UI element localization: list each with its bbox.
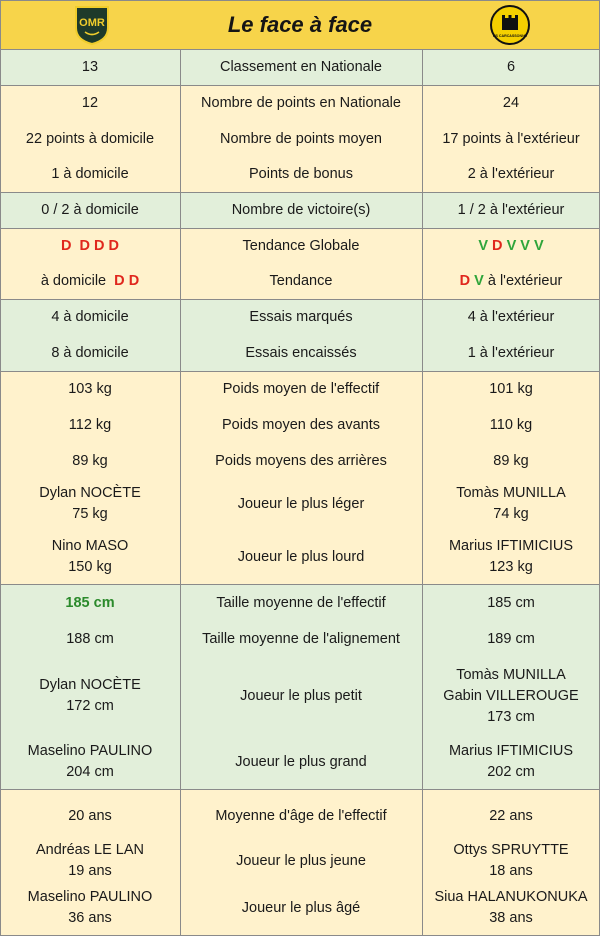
player-value: 202 cm bbox=[487, 764, 535, 780]
label-poids-avants: Poids moyen des avants bbox=[222, 416, 380, 433]
player-value: 18 ans bbox=[489, 863, 533, 879]
player-name: Marius IFTIMICIUS bbox=[448, 538, 574, 554]
right-tendance bbox=[423, 264, 599, 299]
label-plus-grand: Joueur le plus grand bbox=[235, 753, 367, 770]
left-plus-grand bbox=[1, 738, 179, 786]
form-result: D bbox=[114, 273, 125, 289]
left-points: 12 bbox=[81, 95, 99, 111]
player-name: Marius IFTIMICIUS bbox=[448, 743, 574, 759]
form-result: D bbox=[60, 238, 72, 254]
form-result: D bbox=[94, 238, 105, 254]
label-age-moyen: Moyenne d'âge de l'effectif bbox=[215, 807, 387, 824]
left-taille-effectif: 185 cm bbox=[65, 595, 115, 611]
form-result: D bbox=[459, 273, 471, 289]
player-value: 19 ans bbox=[68, 863, 112, 879]
form-result: V bbox=[520, 238, 530, 254]
right-plus-petit bbox=[423, 661, 599, 731]
player-value: 150 kg bbox=[68, 559, 112, 575]
left-plus-age bbox=[1, 884, 179, 932]
player-name: Siua HALANUKONUKA bbox=[434, 889, 588, 905]
left-poids-effectif: 103 kg bbox=[68, 381, 112, 397]
right-poids-effectif: 101 kg bbox=[489, 381, 533, 397]
player-name: Dylan NOCÈTE bbox=[39, 485, 141, 501]
left-taille-alignement: 188 cm bbox=[66, 631, 114, 647]
page-title: Le face à face bbox=[227, 12, 373, 37]
left-age-moyen: 20 ans bbox=[68, 807, 112, 824]
form-result: V bbox=[478, 238, 489, 254]
form-result: D bbox=[108, 238, 120, 254]
left-essais-marques: 4 à domicile bbox=[51, 309, 129, 325]
form-result: V bbox=[506, 238, 517, 254]
label-tendance: Tendance bbox=[269, 273, 333, 289]
player-name: Maselino PAULINO bbox=[27, 889, 153, 905]
label-essais-encaisses: Essais encaissés bbox=[245, 344, 357, 361]
player-value: 173 cm bbox=[487, 708, 535, 725]
player-name: Dylan NOCÈTE bbox=[39, 677, 141, 693]
left-poids-arrieres: 89 kg bbox=[72, 452, 108, 469]
left-tendance bbox=[1, 264, 179, 299]
form-result: D bbox=[128, 273, 140, 289]
form-result: V bbox=[533, 238, 544, 254]
label-plus-age: Joueur le plus âgé bbox=[241, 899, 361, 916]
left-classement: 13 bbox=[81, 59, 99, 75]
label-victoires: Nombre de victoire(s) bbox=[231, 202, 371, 218]
left-victoires: 0 / 2 à domicile bbox=[41, 202, 139, 218]
right-plus-leger bbox=[423, 479, 599, 529]
right-poids-arrieres: 89 kg bbox=[493, 452, 529, 469]
right-classement: 6 bbox=[506, 59, 516, 75]
label-plus-petit: Joueur le plus petit bbox=[240, 687, 362, 704]
right-age-moyen: 22 ans bbox=[489, 807, 533, 824]
label-plus-leger: Joueur le plus léger bbox=[237, 495, 365, 512]
form-result: V bbox=[474, 273, 484, 289]
label-taille-effectif: Taille moyenne de l'effectif bbox=[216, 595, 386, 611]
tendance-away-label: à l'extérieur bbox=[487, 273, 563, 289]
player-value: 74 kg bbox=[493, 506, 529, 522]
tendance-home-label: à domicile bbox=[40, 273, 107, 289]
label-classement: Classement en Nationale bbox=[219, 59, 382, 75]
right-plus-grand bbox=[423, 738, 599, 786]
left-plus-petit bbox=[1, 661, 179, 731]
player-name: Gabin VILLEROUGE bbox=[443, 687, 579, 704]
left-poids-avants: 112 kg bbox=[68, 416, 112, 433]
left-bonus: 1 à domicile bbox=[51, 166, 129, 182]
label-tendance-globale: Tendance Globale bbox=[242, 238, 360, 254]
player-value: 123 kg bbox=[489, 559, 533, 575]
form-result: D bbox=[79, 238, 90, 254]
right-tendance-globale bbox=[423, 229, 599, 264]
player-name: Nino MASO bbox=[51, 538, 129, 554]
right-bonus: 2 à l'extérieur bbox=[467, 166, 555, 182]
right-plus-age bbox=[423, 884, 599, 932]
player-value: 36 ans bbox=[68, 910, 112, 926]
left-tendance-globale bbox=[1, 229, 179, 264]
left-points-moyen: 22 points à domicile bbox=[25, 130, 155, 147]
label-plus-lourd: Joueur le plus lourd bbox=[237, 548, 365, 565]
us-carcassonne-logo-text: US CARCASSONNE bbox=[492, 34, 528, 38]
player-name: Ottys SPRUYTTE bbox=[453, 842, 569, 858]
right-plus-lourd bbox=[423, 531, 599, 583]
player-value: 75 kg bbox=[72, 506, 108, 522]
right-points-moyen: 17 points à l'extérieur bbox=[442, 130, 580, 147]
label-poids-effectif: Poids moyen de l'effectif bbox=[222, 381, 380, 397]
right-taille-effectif: 185 cm bbox=[487, 595, 535, 611]
player-value: 204 cm bbox=[66, 764, 114, 780]
label-points: Nombre de points en Nationale bbox=[201, 95, 401, 111]
right-poids-avants: 110 kg bbox=[489, 416, 533, 433]
player-name: Andréas LE LAN bbox=[35, 842, 144, 858]
left-plus-leger bbox=[1, 479, 179, 529]
player-name: Maselino PAULINO bbox=[27, 743, 153, 759]
player-name: Tomàs MUNILLA bbox=[456, 485, 566, 501]
player-name: Tomàs MUNILLA bbox=[456, 666, 566, 683]
right-essais-encaisses: 1 à l'extérieur bbox=[467, 344, 555, 361]
omr-logo-text: OMR bbox=[79, 17, 105, 29]
left-plus-jeune bbox=[1, 837, 179, 885]
form-result: D bbox=[492, 238, 503, 254]
header-bar bbox=[1, 1, 599, 50]
right-plus-jeune bbox=[423, 837, 599, 885]
right-points: 24 bbox=[502, 95, 520, 111]
player-value: 172 cm bbox=[66, 698, 114, 714]
player-value: 38 ans bbox=[489, 910, 533, 926]
label-points-moyen: Nombre de points moyen bbox=[220, 130, 382, 147]
label-essais-marques: Essais marqués bbox=[249, 309, 353, 325]
label-taille-alignement: Taille moyenne de l'alignement bbox=[202, 631, 400, 647]
us-carcassonne-logo bbox=[489, 4, 531, 46]
label-poids-arrieres: Poids moyens des arrières bbox=[215, 452, 387, 469]
label-bonus: Points de bonus bbox=[249, 166, 353, 182]
label-plus-jeune: Joueur le plus jeune bbox=[236, 852, 366, 869]
right-essais-marques: 4 à l'extérieur bbox=[467, 309, 555, 325]
left-plus-lourd bbox=[1, 531, 179, 583]
right-taille-alignement: 189 cm bbox=[487, 631, 535, 647]
left-essais-encaisses: 8 à domicile bbox=[51, 344, 129, 361]
right-victoires: 1 / 2 à l'extérieur bbox=[457, 202, 565, 218]
